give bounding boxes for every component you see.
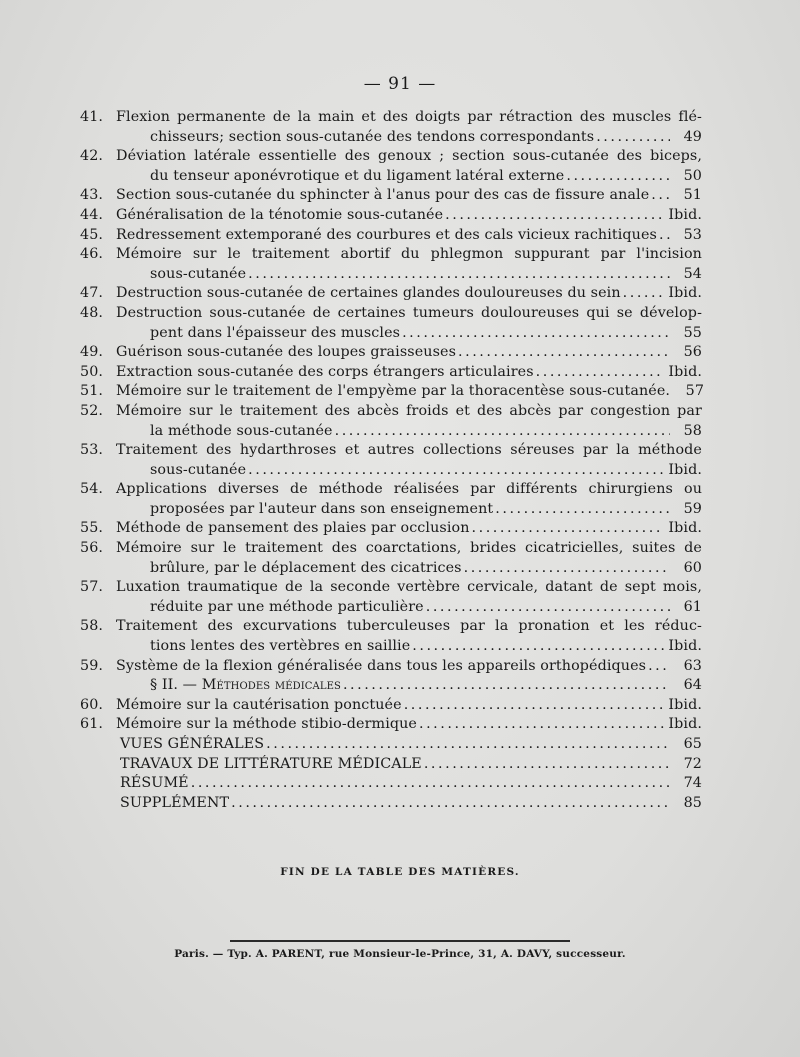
entry-text-line: tions lentes des vertèbres en saillie [150,638,411,655]
entry-text-line: la méthode sous-cutanée [150,422,333,439]
heading-label: SUPPLÉMENT [120,794,230,811]
entry-text-line: Extraction sous-cutanée des corps étrangers articulaires [116,363,534,380]
entry-number: 56. [80,540,104,557]
entry-page: 56 [683,344,702,361]
entry-number: 49. [80,344,104,361]
heading-label: RÉSUMÉ [120,775,189,792]
toc-entry [80,382,705,402]
toc-entry [80,657,702,677]
toc-entry [80,304,702,343]
entry-page: 54 [683,265,702,282]
toc-entry [80,696,702,716]
entry-text-line: Applications diverses de méthode réalisées par différents chirurgiens ou [116,481,702,498]
entry-number: 52. [80,402,104,419]
entry-page: Ibid. [668,363,702,380]
toc-entry [80,108,702,147]
entry-page: 51 [683,187,702,204]
divider-rule [230,940,570,942]
entry-page: 60 [683,559,702,576]
toc-entry [80,147,702,186]
heading-page: 85 [683,794,702,811]
entry-text-line: Destruction sous-cutanée de certaines tumeurs douloureuses qui se dévelop- [116,304,702,321]
toc-entry [80,617,702,656]
entry-text-line: Section sous-cutanée du sphincter à l'anus pour des cas de fissure anale [116,187,650,204]
entry-text-line: du tenseur aponévrotique et du ligament latéral externe [150,167,565,184]
toc-entry [80,245,702,284]
entry-page: 50 [683,167,702,184]
entry-page: 58 [683,422,702,439]
entry-page: 57 [685,383,705,400]
entry-text-line: Généralisation de la ténotomie sous-cutanée [116,206,444,223]
entry-text-line: brûlure, par le déplacement des cicatrices [150,559,462,576]
heading-page: 72 [683,755,702,772]
entry-text-line: réduite par une méthode particulière [150,598,424,615]
entry-page: Ibid. [668,716,702,733]
entry-text-line: Destruction sous-cutanée de certaines glandes douloureuses du sein [116,285,621,302]
toc-major-heading [80,755,702,775]
entry-text-line: pent dans l'épaisseur des muscles [150,324,401,341]
toc-entry [80,519,702,539]
toc-entry [80,578,702,617]
entry-number: 58. [80,618,104,635]
toc-section-heading [80,676,702,696]
entry-number: 54. [80,481,104,498]
entry-number: 59. [80,657,104,674]
toc-major-heading [80,794,702,814]
entry-text-line: proposées par l'auteur dans son enseignement [150,500,494,517]
entry-text-line: Mémoire sur la cautérisation ponctuée [116,696,402,713]
entry-page: 59 [683,500,702,517]
table-of-contents [80,108,705,813]
toc-entry [80,539,702,578]
entry-number: 43. [80,187,104,204]
entry-text-line: Traitement des excurvations tuberculeuses par la pronation et les réduc- [116,618,702,635]
page-number: — 91 — [363,74,437,94]
entry-number: 42. [80,148,104,165]
entry-number: 48. [80,304,104,321]
toc-entry [80,402,702,441]
entry-text-line: Mémoire sur le traitement abortif du phlegmon suppurant par l'incision [116,246,702,263]
entry-number: 57. [80,579,104,596]
heading-label: VUES GÉNÉRALES [120,736,265,752]
heading-label: TRAVAUX DE LITTÉRATURE MÉDICALE [120,755,422,772]
entry-page: 63 [683,657,702,674]
entry-page: Ibid. [668,520,702,537]
toc-entry [80,206,702,226]
entry-page: 53 [683,226,702,243]
toc-entry [80,363,702,383]
entry-page: Ibid. [668,285,702,302]
entry-text-line: Guérison sous-cutanée des loupes graisseuses [116,344,457,361]
entry-text-line: Déviation latérale essentielle des genoux ; section sous-cutanée des biceps, [116,148,702,165]
entry-number: 55. [80,520,104,537]
entry-page: Ibid. [668,638,702,655]
entry-number: 51. [80,383,104,400]
entry-page: Ibid. [668,206,702,223]
heading-page: 65 [683,736,702,752]
entry-number: 50. [80,363,104,380]
toc-major-heading [80,774,702,794]
entry-text-line: sous-cutanée [150,461,247,478]
entry-text-line: chisseurs; section sous-cutanée des tendons correspondants [150,128,595,145]
toc-entry [80,480,702,519]
toc-entry [80,441,702,480]
section-title: Méthodes médicales [201,677,341,694]
toc-entry [80,226,702,246]
section-prefix: § II. — [150,677,202,694]
printer-imprint: Paris. — Typ. A. PARENT, rue Monsieur-le-Prince, 31, A. DAVY, successeur. [174,948,626,960]
entry-page: Ibid. [668,461,702,478]
entry-number: 61. [80,716,104,733]
entry-number: 44. [80,206,104,223]
toc-entry [80,343,702,363]
entry-text-line: sous-cutanée [150,265,247,282]
entry-number: 53. [80,442,104,459]
toc-entry [80,715,702,735]
entry-page: Ibid. [668,696,702,713]
heading-page: 74 [683,775,702,792]
entry-text-line: Flexion permanente de la main et des doigts par rétraction des muscles flé- [116,109,702,125]
entry-number: 45. [80,226,104,243]
section-page: 64 [683,677,702,694]
entry-number: 47. [80,285,104,302]
entry-text-line: Mémoire sur le traitement des abcès froids et des abcès par congestion par [116,402,702,419]
entry-page: 61 [683,598,702,615]
entry-text-line: Mémoire sur le traitement des coarctations, brides cicatricielles, suites de [116,540,702,557]
toc-entry [80,284,702,304]
entry-text-line: Système de la flexion généralisée dans tous les appareils orthopédiques [116,657,647,674]
entry-text-line: Mémoire sur le traitement de l'empyème par la thoracentèse sous-cutanée. [116,383,671,400]
end-of-table-note: FIN DE LA TABLE DES MATIÈRES. [280,866,520,878]
entry-number: 60. [80,696,104,713]
entry-text-line: Traitement des hydarthroses et autres collections séreuses par la méthode [116,442,702,459]
entry-text-line: Méthode de pansement des plaies par occlusion [116,520,470,537]
entry-number: 41. [80,109,104,125]
entry-number: 46. [80,246,104,263]
entry-text-line: Luxation traumatique de la seconde vertèbre cervicale, datant de sept mois, [116,579,702,596]
toc-entry [80,186,702,206]
entry-text-line: Mémoire sur la méthode stibio-dermique [116,716,417,733]
entry-text-line: Redressement extemporané des courbures et des cals vicieux rachitiques [116,226,657,243]
entry-page: 55 [683,324,702,341]
toc-major-heading [80,735,702,755]
entry-page: 49 [683,128,702,145]
